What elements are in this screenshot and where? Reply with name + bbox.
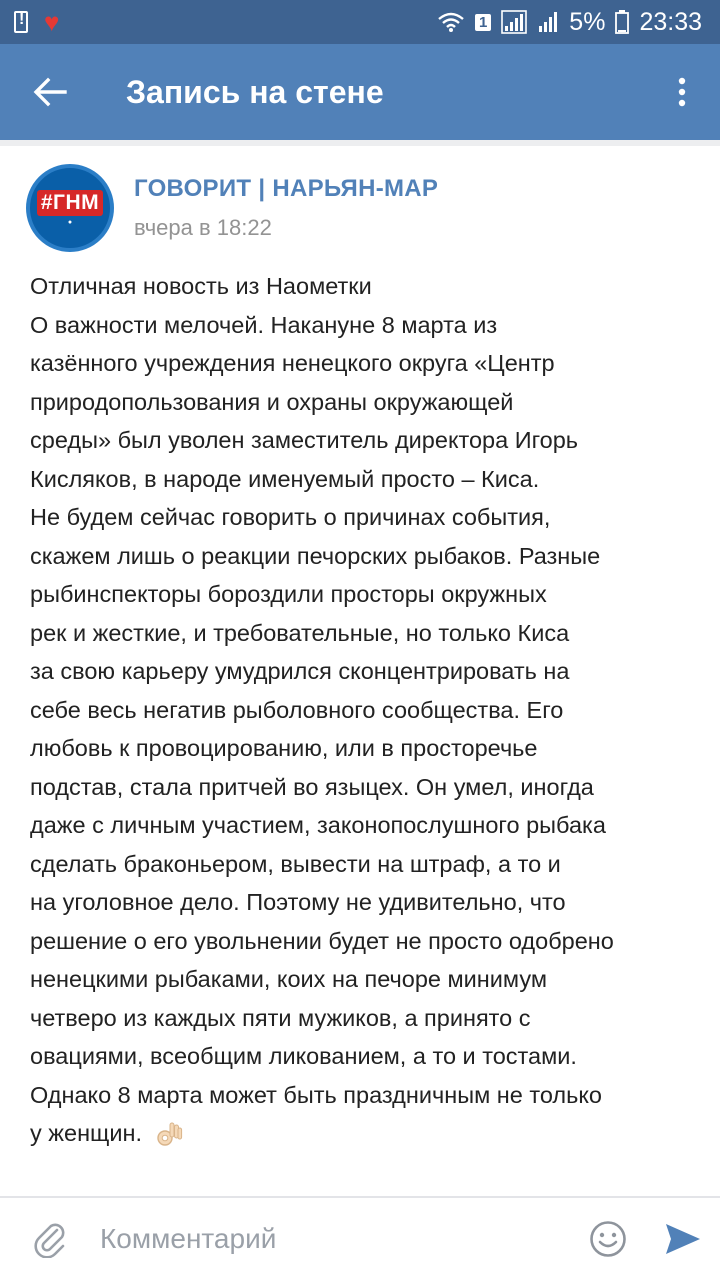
wifi-icon xyxy=(437,11,465,33)
clock: 23:33 xyxy=(639,7,702,36)
more-vertical-icon xyxy=(677,77,687,107)
emoji-button[interactable] xyxy=(570,1197,646,1280)
comment-bar xyxy=(0,1196,720,1280)
post-line: среды» был уволен заместитель директора Игорь xyxy=(30,427,579,453)
comment-input[interactable] xyxy=(100,1223,570,1255)
post-line: Однако 8 марта может быть праздничным не только xyxy=(30,1081,602,1108)
sim-alert-icon xyxy=(14,11,28,33)
post-line: Не будем сейчас говорить о причинах события, xyxy=(30,504,551,530)
post-line: природопользования и охраны окружающей xyxy=(30,388,514,415)
battery-percent: 5% xyxy=(569,7,606,36)
send-button[interactable] xyxy=(646,1197,720,1280)
smiley-icon xyxy=(589,1220,627,1258)
post-line: Отличная новость из Наометки xyxy=(30,273,372,299)
more-options-button[interactable] xyxy=(644,44,720,140)
post-line: подстав, стала притчей во языцех. Он умел, иногда xyxy=(30,773,594,800)
post-line: рыбинспекторы бороздили просторы окружных xyxy=(30,581,547,607)
post-line: ненецкими рыбаками, коих на печоре минимум xyxy=(30,966,547,992)
send-icon xyxy=(664,1222,702,1256)
wall-post xyxy=(0,146,720,1196)
signal-2-icon xyxy=(537,10,559,34)
post-text xyxy=(30,267,700,1153)
post-line: даже с личным участием, законопослушного рыбака xyxy=(30,812,606,838)
status-bar xyxy=(0,0,720,44)
post-line: сделать браконьером, вывести на штраф, а то и xyxy=(30,850,561,877)
post-line: любовь к провоцированию, или в просторечье xyxy=(30,735,538,761)
app-bar xyxy=(0,44,720,140)
arrow-left-icon xyxy=(33,77,67,107)
post-line: на уголовное дело. Поэтому не удивительно, что xyxy=(30,889,566,915)
post-time: вчера в 18:22 xyxy=(134,215,272,240)
post-line: четверо из каждых пяти мужиков, а принято с xyxy=(30,1004,531,1031)
paperclip-icon xyxy=(33,1220,67,1258)
avatar-logo-text: #ГНМ xyxy=(37,190,103,216)
avatar-logo-mark: ● xyxy=(67,219,73,226)
post-line: себе весь негатив рыболовного сообщества. Его xyxy=(30,696,564,723)
post-line-last-text: у женщин. xyxy=(30,1120,143,1146)
ok-hand-icon xyxy=(153,1120,183,1150)
author-block xyxy=(134,175,438,241)
heart-icon: ♥ xyxy=(44,7,60,37)
post-line: Кисляков, в народе именуемый просто – Киса. xyxy=(30,465,540,492)
attach-button[interactable] xyxy=(0,1197,100,1280)
post-line: рек и жесткие, и требовательные, но только Киса xyxy=(30,619,570,646)
author-name[interactable]: ГОВОРИТ | НАРЬЯН-МАР xyxy=(134,175,439,202)
back-button[interactable] xyxy=(0,44,100,140)
signal-icon xyxy=(501,10,527,34)
post-line: за свою карьеру умудрился сконцентрировать на xyxy=(30,658,570,684)
page-title: Запись на стене xyxy=(126,73,384,110)
avatar[interactable] xyxy=(26,164,114,252)
post-line: решение о его увольнении будет не просто одобрено xyxy=(30,927,614,954)
status-right xyxy=(437,8,702,37)
post-line: овациями, всеобщим ликованием, а то и тостами. xyxy=(30,1043,577,1069)
post-header xyxy=(26,164,438,252)
sim-badge: 1 xyxy=(475,14,491,31)
post-line: казённого учреждения ненецкого округа «Центр xyxy=(30,350,555,376)
post-line: О важности мелочей. Накануне 8 марта из xyxy=(30,311,498,338)
status-left xyxy=(14,9,59,35)
post-line-last xyxy=(30,1114,700,1153)
post-line: скажем лишь о реакции печорских рыбаков. Разные xyxy=(30,542,601,569)
battery-icon xyxy=(615,10,629,34)
